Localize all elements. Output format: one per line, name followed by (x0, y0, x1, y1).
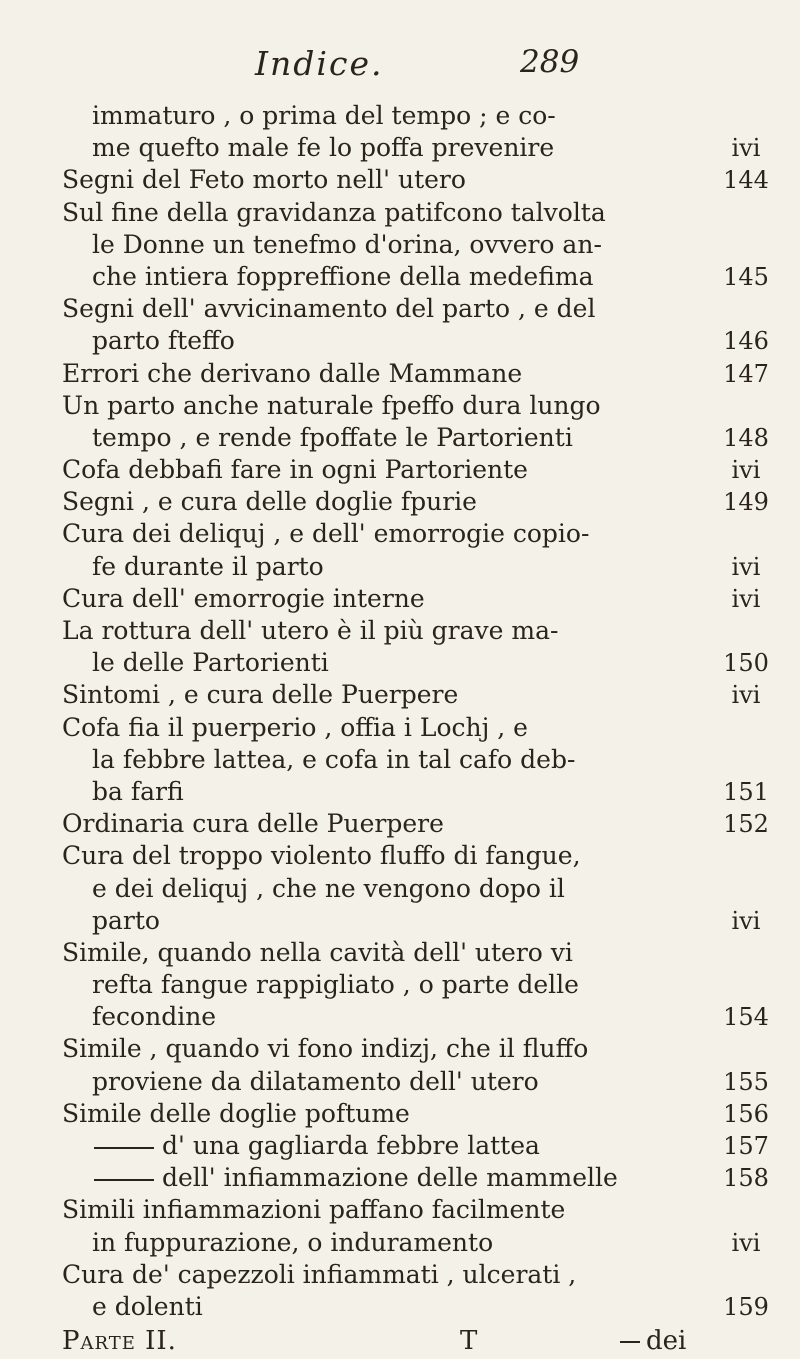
index-line-text: Cura de' capezzoli infiammati , ulcerati , (62, 1259, 577, 1289)
index-line (0, 840, 800, 872)
index-line-text: parto fteffo (92, 326, 235, 356)
index-line-text: me quefto male fe lo poffa prevenire (92, 133, 555, 163)
index-line (0, 229, 800, 261)
index-line (0, 776, 800, 808)
index-line (0, 937, 800, 969)
index-line (0, 583, 800, 615)
index-line (0, 1227, 800, 1259)
index-page-ref: 154 (723, 1003, 769, 1032)
index-page-ref: 158 (723, 1164, 769, 1193)
index-page-ref: ivi (731, 584, 761, 613)
index-page-ref: ivi (731, 681, 761, 710)
index-line-text (92, 1162, 618, 1194)
index-page-ref: 159 (723, 1292, 769, 1321)
index-line-text: Simile delle doglie poftume (62, 1098, 410, 1128)
index-line (0, 164, 800, 196)
index-line (0, 486, 800, 518)
index-page-ref: 155 (723, 1067, 769, 1096)
index-line (0, 518, 800, 550)
part-label: Parte II. (62, 1326, 177, 1357)
index-page-ref: 156 (723, 1099, 769, 1128)
index-line-text: Cura dei deliquj , e dell' emorrogie copio- (62, 519, 590, 549)
ditto-dash (94, 1147, 154, 1149)
index-line-text: Cura del troppo violento fluffo di fangue, (62, 841, 581, 871)
index-line-text: refta fangue rappigliato , o parte delle (92, 970, 579, 1000)
index-line-text: fecondine (92, 1002, 217, 1032)
index-line-text: Sul fine della gravidanza patifcono talvolta (62, 197, 606, 227)
index-line (0, 873, 800, 905)
index-page-ref: ivi (731, 1228, 761, 1257)
index-line-text: in fuppurazione, o induramento (92, 1227, 494, 1257)
index-line (0, 1194, 800, 1226)
running-header (0, 40, 800, 100)
index-line (0, 1098, 800, 1130)
index-line-text: Cura dell' emorrogie interne (62, 583, 425, 613)
index-page-ref: 149 (723, 488, 769, 517)
ditto-text: d' una gagliarda febbre lattea (162, 1131, 540, 1160)
index-line-text: La rottura dell' utero è il più grave ma- (62, 616, 559, 645)
index-page-ref: 146 (723, 327, 769, 356)
index-line-text: Segni dell' avvicinamento del parto , e del (62, 294, 596, 324)
index-line-text: Cofa debbafi fare in ogni Partoriente (62, 455, 528, 485)
index-line-text: Segni , e cura delle doglie fpurie (62, 487, 477, 517)
index-line-text: parto (92, 905, 160, 935)
catchword-dash (620, 1341, 640, 1343)
index-line-text: le Donne un tenefmo d'orina, ovvero an- (92, 229, 602, 259)
index-page-ref: 147 (723, 359, 769, 388)
page-footer (0, 1323, 800, 1359)
index-page-ref: 151 (723, 777, 769, 806)
index-page-ref: 150 (723, 649, 769, 678)
ditto-text: dell' infiammazione delle mammelle (162, 1163, 618, 1193)
index-page-ref: 152 (723, 810, 769, 839)
index-page-ref: 157 (723, 1132, 769, 1160)
index-line-text: immaturo , o prima del tempo ; e co- (92, 101, 556, 130)
index-line-text: Sintomi , e cura delle Puerpere (62, 680, 459, 710)
index-line (0, 808, 800, 840)
index-page-ref: 145 (723, 262, 769, 291)
index-line-text: Un parto anche naturale fpeffo dura lungo (62, 390, 601, 420)
index-page-ref: ivi (731, 906, 761, 935)
index-line (0, 261, 800, 293)
index-line-text: Simile , quando vi fono indizj, che il fluffo (62, 1034, 589, 1064)
index-line-text: fe durante il parto (92, 551, 324, 581)
index-line (0, 1259, 800, 1291)
index-line-text: Simili infiammazioni paffano facilmente (62, 1195, 566, 1225)
index-line-text: Segni del Feto morto nell' utero (62, 165, 466, 195)
index-line (0, 1066, 800, 1098)
index-line-text: e dei deliquj , che ne vengono dopo il (92, 873, 565, 903)
index-line (0, 132, 800, 164)
index-line (0, 647, 800, 679)
index-line (0, 422, 800, 454)
ditto-dash (94, 1179, 154, 1181)
index-line (0, 1162, 800, 1194)
catchword (620, 1323, 686, 1359)
index-line (0, 325, 800, 357)
index-line (0, 615, 800, 647)
index-line (0, 390, 800, 422)
index-line-text: e dolenti (92, 1291, 203, 1321)
index-line (0, 358, 800, 390)
index-page-ref: ivi (731, 134, 761, 163)
catchword-text: dei (646, 1326, 687, 1357)
index-line-text: Ordinaria cura delle Puerpere (62, 809, 444, 839)
index-line (0, 1291, 800, 1323)
index-line (0, 293, 800, 325)
index-line-text: Errori che derivano dalle Mammane (62, 358, 523, 388)
index-page-ref: ivi (731, 552, 761, 581)
index-line-text: Cofa fia il puerperio , offia i Lochj , e (62, 712, 528, 742)
index-line (0, 679, 800, 711)
index-line (0, 744, 800, 776)
running-title: Indice. (255, 44, 384, 83)
index-page-ref: 148 (723, 423, 769, 452)
index-line-text: tempo , e rende fpoffate le Partorienti (92, 422, 573, 452)
index-line-text: proviene da dilatamento dell' utero (92, 1066, 539, 1096)
index-line (0, 712, 800, 744)
index-line-text: ba farfi (92, 776, 184, 806)
index-line-text (92, 1130, 540, 1162)
page-number: 289 (520, 44, 580, 80)
index-line (0, 1001, 800, 1033)
index-page-ref: ivi (731, 456, 761, 485)
index-page-ref: 144 (723, 166, 769, 195)
signature-mark: T (460, 1326, 478, 1357)
index-line-text: la febbre lattea, e cofa in tal cafo deb- (92, 744, 576, 774)
index-line (0, 197, 800, 229)
index-line-text: le delle Partorienti (92, 648, 329, 678)
index-line-text: Simile, quando nella cavità dell' utero vi (62, 937, 573, 967)
index-line (0, 551, 800, 583)
index-line (0, 1130, 800, 1162)
index-line (0, 454, 800, 486)
index-line (0, 969, 800, 1001)
index-line (0, 1033, 800, 1065)
index-line (0, 100, 800, 132)
index-line-text: che intiera foppreffione della medefima (92, 261, 594, 291)
index-entries (0, 100, 800, 1359)
index-line (0, 905, 800, 937)
